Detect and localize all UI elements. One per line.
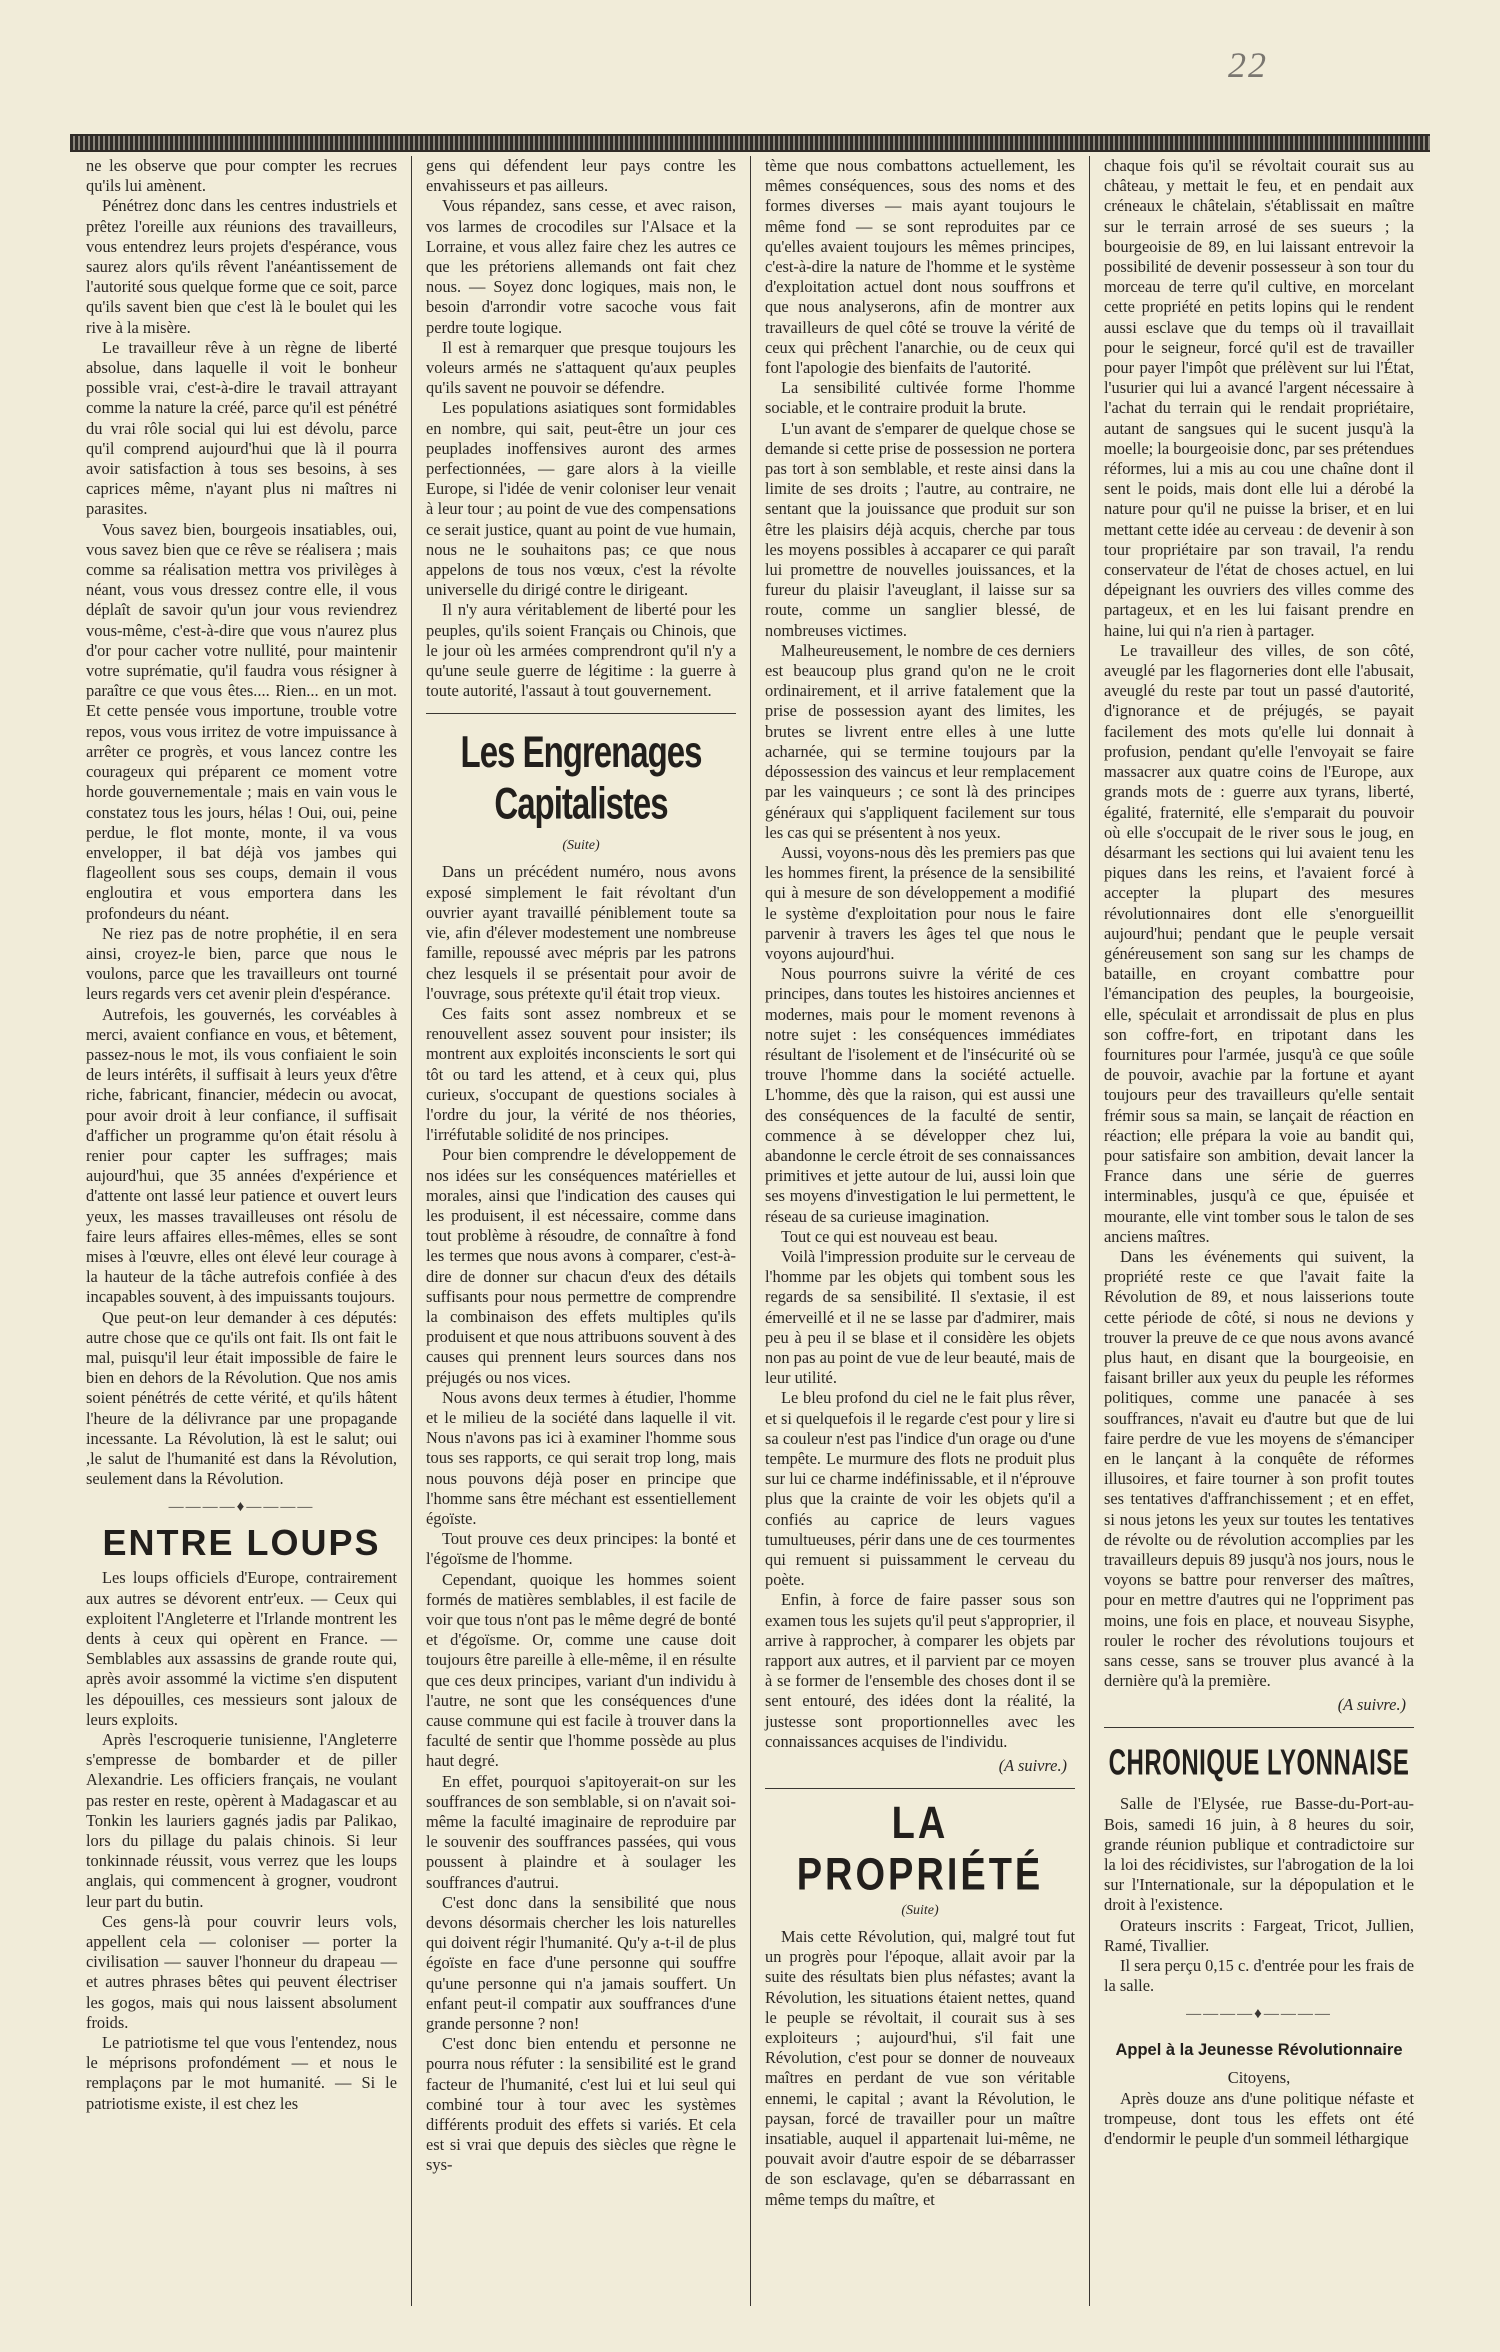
section-ornament: ————♦———— bbox=[1186, 2006, 1332, 2023]
paragraph: Nous avons deux termes à étudier, l'homme et le milieu de la société dans laquelle il vit. Nous n'avons pas ici à examiner l'homme sous tous ses rapports, ce qui serait trop long, mais nous pouvons déjà poser en principe que l'homme sans être méchant est essentiellement égoïste. bbox=[426, 1387, 736, 1528]
paragraph: Ces faits sont assez nombreux et se renouvellent assez souvent pour insister; ils montrent aux exploités inconscients le sort qui tôt ou tard les attend, et à ceux qui, plus curieux, s'occupant de questions sociales à l'ordre du jour, la vérité de nos théories, l'irréfutable solidité de nos principes. bbox=[426, 1003, 736, 1145]
article-headline: CHRONIQUE LYONNAISE bbox=[1108, 1743, 1410, 1784]
paragraph: Le travailleur rêve à un règne de liberté absolue, dans laquelle il voit le bonheur possible vrai, c'est-à-dire le travail attrayant comme la nature la créé, parce qu'il est pénétré du vrai rôle social qui lui est dévolu, parce qu'il comprend aujourd'hui que là il pourra avoir satisfaction à tous ses besoins, à ses caprices même, n'ayant plus ni maîtres ni parasites. bbox=[86, 337, 397, 519]
paragraph: Malheureusement, le nombre de ces derniers est beaucoup plus grand qu'on ne le croit ordinairement, et il arrive fatalement que la prise de possession ayant des limites, les brutes se livrent entre elles à une lutte acharnée, qui se termine toujours par la dépossession des vaincus et leur remplacement par les vainqueurs ; ce sont là des principes généraux qui s'appliquent facilement sur tous les cas qui se présentent à nos yeux. bbox=[765, 640, 1075, 842]
article-headline: Appel à la Jeunesse Révolutionnaire bbox=[1115, 2041, 1403, 2060]
article-headline: LA PROPRIÉTÉ bbox=[796, 1798, 1044, 1901]
paragraph: Ne riez pas de notre prophétie, il en sera ainsi, croyez-le bien, parce que nous le voulons, parce que les travailleurs ont tourné leurs regards vers cet avenir plein d'espérance. bbox=[86, 923, 397, 1004]
paragraph: Enfin, à force de faire passer sous son examen tous les sujets qu'il peut s'approprier, il arrive à rapprocher, à comparer les objets par rapport aux autres, et il parvient par ce moyen à se former de l'ensemble des choses dont il se sent entouré, des idées dont la réalité, la justesse sont proportionnelles avec les connaissances acquises de l'individu. bbox=[765, 1590, 1075, 1751]
paragraph: Le patriotisme tel que vous l'entendez, nous le méprisons profondément — et nous le remplaçons par le mot humanité. — Si le patriotisme existe, il est chez les bbox=[86, 2033, 397, 2113]
paragraph: L'un avant de s'emparer de quelque chose se demande si cette prise de possession ne portera pas tort à son semblable, et reste ainsi dans la limite de ses droits ; l'autre, au contraire, ne sentant que la jouissance que produit sur son être les plaisirs déjà acquis, cherche par tous les moyens possibles à accaparer ce qui paraît lui promettre de nouvelles jouissances, et la fureur du plaisir l'aveuglant, il laisse sur sa route, comme un sanglier blessé, de nombreuses victimes. bbox=[765, 418, 1075, 640]
section-divider bbox=[426, 713, 736, 714]
paragraph: tème que nous combattons actuellement, les mêmes conséquences, sous des noms et des formes diverses — mais ayant toujours le même fond — se sont reproduites par ce qu'elles avaient toujours les mêmes principes, c'est-à-dire la nature de l'homme et le système d'exploitation actuel dont nous souffrons et que nous analyserons, afin de montrer aux travailleurs de quel côté se trouve la vérité de ceux qui prêchent l'anarchie, ou de ceux qui font l'apologie des bienfaits de l'autorité. bbox=[765, 156, 1075, 378]
paragraph: Il n'y aura véritablement de liberté pour les peuples, qu'ils soient Français ou Chinois, que le jour où les armées comprendront qu'il n'y a qu'une seule guerre de légitime : la guerre à toute autorité, l'assaut à tout gouvernement. bbox=[426, 600, 736, 701]
article-subhead: (Suite) bbox=[562, 838, 600, 854]
section-divider bbox=[1104, 1727, 1414, 1728]
paragraph: Après douze ans d'une politique néfaste et trompeuse, dont tous les effets ont été d'endormir le peuple d'un sommeil léthargique bbox=[1104, 2088, 1414, 2149]
paragraph: La sensibilité cultivée forme l'homme sociable, et le contraire produit la brute. bbox=[765, 378, 1075, 418]
paragraph: Tout prouve ces deux principes: la bonté et l'égoïsme de l'homme. bbox=[426, 1529, 736, 1569]
paragraph: Voilà l'impression produite sur le cerveau de l'homme par les objets qui tombent sous les regards de sa sensibilité. Il s'extasie, il est émerveillé et il ne se lasse par d'admirer, mais peu à peu il se blase et il considère les objets non pas au point de vue de leur beauté, mais de leur utilité. bbox=[765, 1246, 1075, 1388]
paragraph: Mais cette Révolution, qui, malgré tout fut un progrès pour l'époque, allait avoir par la suite des résultats bien plus néfastes; avant la Révolution, les situations étaient nettes, quand le peuple se révoltait, il courait sus à ses exploiteurs ; aujourd'hui, s'il fait une Révolution, c'est pour se donner de nouveaux maîtres en perdant de vue son véritable ennemi, le capital ; avant la Révolution, le paysan, forcé de travailler pour un maître insatiable, auquel il appartenait lui-même, ne pouvait avoir d'autre espoir de se débarrasser de son esclavage, qu'en se débarrassant en même temps du maître, et bbox=[765, 1927, 1075, 2209]
column-4 bbox=[1089, 156, 1428, 2306]
column-1 bbox=[72, 156, 411, 2306]
paragraph: Autrefois, les gouvernés, les corvéables à merci, avaient confiance en vous, et bêtement, passez-nous le mot, ils vous confiaient le soin de leurs intérêts, il suffisait à leurs yeux d'être riche, fabricant, financier, médecin ou avocat, pour avoir droit à leur confiance, il suffisait d'afficher un programme qu'on était résolu à renier pour capter les suffrages; mais aujourd'hui, que 35 années d'expérience et d'attente ont lassé leur patience et ouvert leurs yeux, les masses travailleuses ont résolu de faire leurs affaires elles-mêmes, elles se sont mises à l'œuvre, elles ont élevé leur courage à la hauteur de la tâche autrefois confiée à des incapables souvent, à des impuissants toujours. bbox=[86, 1004, 397, 1307]
paragraph: C'est donc bien entendu et personne ne pourra nous réfuter : la sensibilité est le grand facteur de l'humanité, c'est lui et lui seul qui combiné tour à tour avec les systèmes différents produit des effets si variés. Et cela est si vrai que depuis des siècles que règne le sys- bbox=[426, 2034, 736, 2175]
paragraph: Nous pourrons suivre la vérité de ces principes, dans toutes les histoires anciennes et modernes, mais pour le moment revenons à notre sujet : les conséquences immédiates résultant de l'isolement et de l'insécurité où se trouve l'homme dans la société actuelle. L'homme, dès que la raison, qui est aussi une des conséquences de la faculté de sentir, commence à se développer chez lui, abandonne le cercle étroit de ses connaissances primitives et jette autour de lui, aussi loin que ses moyens d'investigation le lui permettent, le réseau de sa curieuse imagination. bbox=[765, 964, 1075, 1226]
paragraph: Les populations asiatiques sont formidables en nombre, qui sait, peut-être un jour ces peuplades inoffensives auront des armes perfectionnées, — gare alors à la vieille Europe, si l'idée de venir coloniser leur venait à leur tour ; au point de vue des compensations ce serait justice, quant au point de vue humain, nous ne le souhaitons pas; ce que nous appelons de tous nos vœux, c'est la révolte universelle du dirigé contre le dirigeant. bbox=[426, 398, 736, 600]
paragraph: Que peut-on leur demander à ces députés: autre chose que ce qu'ils ont fait. Ils ont fait le mal, puisqu'il leur était impossible de faire le bien en dehors de la Révolution. Que nos amis soient pénétrés de cette vérité, et qu'ils hâtent l'heure de la délivrance par une propagande incessante. La Révolution, là est le salut; oui ,le salut de l'humanité est dans la Révolution, seulement dans la Révolution. bbox=[86, 1307, 397, 1489]
paragraph: Les loups officiels d'Europe, contrairement aux autres se dévorent entr'eux. — Ceux qui exploitent l'Angleterre et l'Irlande montrent les dents à ceux qui opèrent en France. — Semblables aux assassins de grande route qui, après avoir assommé la victime s'en disputent les dépouilles, ces messieurs sont jaloux de leurs exploits. bbox=[86, 1568, 397, 1729]
paragraph: Après l'escroquerie tunisienne, l'Angleterre s'empresse de bombarder et de piller Alexandrie. Les officiers français, ne voulant pas rester en reste, opèrent à Madagascar et au Tonkin les lauriers gagnés jadis par Palikao, lors du pillage du palais chinois. Si leur tonkinnade réussit, vous verrez que les loups anglais, qui commencent à grogner, voudront leur part du butin. bbox=[86, 1730, 397, 1911]
paragraph: Le bleu profond du ciel ne le fait plus rêver, et si quelquefois il le regarde c'est pour y lire si sa couleur n'est pas l'indice d'un orage ou d'une tempête. Le murmure des flots ne produit plus sur lui ce charme indéfinissable, et il n'éprouve plus que la crainte de voir les objets qu'il a confiés au caprice de leurs vagues tumultueuses, périr dans une de ces tourmentes qui remuent si puissamment le cerveau du poète. bbox=[765, 1388, 1075, 1590]
paragraph: Pénétrez donc dans les centres industriels et prêtez l'oreille aux réunions des travailleurs, vous entendrez leurs projets d'espérance, vous saurez alors qu'ils rêvent l'anéantissement de l'autorité sous quelque forme que ce soit, parce qu'ils savent bien que c'est là le boulet qui les rive à la misère. bbox=[86, 196, 397, 337]
column-2 bbox=[411, 156, 750, 2306]
paragraph: Aussi, voyons-nous dès les premiers pas que les hommes firent, la présence de la sensibilité qui à mesure de son développement a modifié le système d'exploitation pour nous le faire parvenir à travers les âges tel que nous le voyons aujourd'hui. bbox=[765, 842, 1075, 963]
column-3 bbox=[750, 156, 1089, 2306]
newspaper-columns bbox=[72, 156, 1428, 2306]
paragraph: Dans les événements qui suivent, la propriété reste ce que l'avait faite la Révolution de 89, et nous laisserions toute cette période de côté, si nous ne devions y trouver la preuve de ce que nous avons avancé plus haut, en disant que la bourgeoisie, en faisant briller aux yeux du peuple les réformes politiques, comme une panacée à ses souffrances, n'avait eu d'autre but que de lui faire perdre de vue les moyens de s'émanciper en le lançant à la conquête de réformes illusoires, et faire tourner à son profit toutes ses tentatives d'affranchissement ; et en effet, si nous jetons les yeux sur toutes les tentatives de révolte ou de révolution accomplies par les travailleurs depuis 89 jusqu'à nos jours, nous le voyons se battre pour renverser des maîtres, pour en mettre d'autres qui ne l'oppriment pas moins, une fois en place, et nouveau Sisyphe, rouler le rocher des révolutions toujours et sans cesse, sans se trouver plus avancé à la dernière qu'à la première. bbox=[1104, 1246, 1414, 1691]
section-divider bbox=[765, 1788, 1075, 1789]
paragraph: Pour bien comprendre le développement de nos idées sur les conséquences matérielles et morales, ainsi que l'indication des causes qui les produisent, il est nécessaire, comme dans tout problème à résoudre, de connaître à fond les termes que nous avons à comparer, c'est-à-dire de donner sur chacun d'eux des détails suffisants pour nous permettre de comprendre la combinaison des effets multiples qu'ils produisent et que nous attribuons souvent à des causes qui prennent leurs sources dans nos préjugés ou nos vices. bbox=[426, 1145, 737, 1387]
paragraph: Salle de l'Elysée, rue Basse-du-Port-au-Bois, samedi 16 juin, à 8 heures du soir, grande réunion publique et contradictoire sur la loi des récidivistes, sur l'abrogation de la loi sur l'Internationale, sur la dépopulation et le droit à l'existence. bbox=[1104, 1794, 1414, 1915]
paragraph: Le travailleur des villes, de son côté, aveuglé par les flagorneries dont elle l'abusait, aveuglé du reste par tout un passé d'autorité, d'ignorance et de préjugés, se payait facilement des mots qu'elle lui donnait à profusion, pendant qu'elle l'envoyait se faire massacrer aux quatre coins de l'Europe, aux grands mots de : guerre aux tyrans, liberté, égalité, fraternité, elle s'emparait du pouvoir où elle s'occupait de le river sous le joug, en désarmant les sections qui lui avaient tenu les piques dans les reins, et l'avaient forcé à accepter la plupart des mesures révolutionnaires dont elle s'enorgueillit aujourd'hui; pendant que le peuple versait généreusement son sang sur les champs de bataille, en croyant combattre pour l'émancipation des peuples, la bourgeoisie, elle, spéculait et arrondissait de plus en plus son coffre-fort, en tripotant dans les fournitures pour l'armée, jusqu'à ce que soûle de pouvoir, avachie par la fortune et ayant toujours peur des travailleurs qu'elle sentait frémir sous sa main, se lançait de réaction en réaction; elle prépara la voie au bandit qui, pour satisfaire son ambition, devait lancer la France dans une série de guerres interminables, jusqu'à ce que, épuisée et mourante, elle vint tomber sous le talon de ses anciens maîtres. bbox=[1104, 640, 1414, 1246]
paragraph: Vous répandez, sans cesse, et avec raison, vos larmes de crocodiles sur l'Alsace et la Lorraine, et vous allez faire chez les autres ce que les prétoriens allemands ont fait chez nous. — Soyez donc logiques, mais non, le besoin d'arrondir votre sacoche vous fait perdre toute logique. bbox=[426, 196, 736, 337]
top-rule bbox=[70, 134, 1430, 152]
to-be-continued: (A suivre.) bbox=[1337, 1695, 1406, 1715]
paragraph: Il est à remarquer que presque toujours les voleurs armés ne s'attaquent qu'aux peuples qu'ils savent ne pouvoir se défendre. bbox=[426, 337, 736, 398]
paragraph: Ces gens-là pour couvrir leurs vols, appellent cela — coloniser — porter la civilisation — sauver l'honneur du drapeau — et autres phrases bêtes qui peuvent électriser les gogos, mais qui nous laissent absolument froids. bbox=[86, 1911, 397, 2032]
paragraph: C'est donc dans la sensibilité que nous devons désormais chercher les lois naturelles qui doivent régir l'humanité. Qu'y a-t-il de plus égoïste en face d'une personne qui souffre qu'une personne qui n'a jamais souffert. Un enfant peut-il compatir aux souffrances d'une grande personne ? non! bbox=[426, 1892, 736, 2034]
section-ornament: ————♦———— bbox=[168, 1499, 315, 1516]
page-number: 22 bbox=[1228, 45, 1268, 85]
article-headline: ENTRE LOUPS bbox=[102, 1522, 381, 1564]
article-headline: Les Engrenages Capitalistes bbox=[460, 727, 702, 829]
paragraph: Dans un précédent numéro, nous avons exposé simplement le fait révoltant d'un ouvrier ayant travaillé péniblement toute sa vie, afin d'élever modestement une nombreuse famille, repoussé avec mépris par les patrons chez lesquels il se présentait pour avoir de l'ouvrage, sous prétexte qu'il était trop vieux. bbox=[426, 862, 736, 1003]
paragraph: chaque fois qu'il se révoltait courait sus au château, y mettait le feu, et en pendait aux créneaux le châtelain, s'établissait en maître sur le terrain arrosé de ses sueurs ; la bourgeoisie de 89, en lui laissant entrevoir la possibilité de devenir possesseur à son tour du morceau de terre qu'il cultive, en morcelant cette propriété en petits lopins qui le rendent aussi esclave que du temps où il travaillait pour le seigneur, forcé qu'il est de travailler pour payer l'impôt que prélèvent sur lui l'État, l'usurier qui lui a avancé l'argent nécessaire à l'achat du terrain qui le rendait propriétaire, autant de sangsues qui le sucent jusqu'à la moelle; la bourgeoisie donc, par ses prétendues réformes, lui a mis au cou une chaîne dont il sent le poids, mais dont elle lui a dérobé la nature pour qu'il ne puisse la briser, et en lui mettant cette idée au cerveau : de devenir à son tour propriétaire par son travail, l'a rendu conservateur de l'état de choses actuel, en lui dépeignant les ouvriers des villes comme des partageux, et en les lui faisant prendre en haine, lui qui n'a rien à partager. bbox=[1104, 156, 1414, 640]
to-be-continued: (A suivre.) bbox=[998, 1756, 1067, 1776]
paragraph: Il sera perçu 0,15 c. d'entrée pour les frais de la salle. bbox=[1104, 1956, 1414, 1996]
paragraph: En effet, pourquoi s'apitoyerait-on sur les souffrances de son semblable, si on n'avait soi-même la faculté imaginaire de reproduire par le souvenir des souffrances passées, qui vous poussent à plaindre et à soulager les souffrances d'autrui. bbox=[426, 1771, 736, 1892]
paragraph: Vous savez bien, bourgeois insatiables, oui, vous savez bien que ce rêve se réalisera ; mais comme sa réalisation mettra vos privilèges à néant, vous vous dressez contre elle, il vous déplaît de savoir qu'un jour vous reviendrez vous-même, c'est-à-dire que vous n'aurez plus d'or pour cacher votre nullité, pour maintenir votre suprématie, qu'il faudra vous résigner à paraître ce que vous êtes.... Rien... en un mot. Et cette pensée vous importune, trouble votre repos, vous vous irritez de votre impuissance à arrêter ce progrès, et vous lancez contre les courageux qui préparent ce moment votre horde gouvernementale ; mais en vain vous le constatez tous les jours, hélas ! Oui, oui, peine perdue, le flot monte, monte, il va vous envelopper, il bat déjà vos jambes qui flageollent sous ses coups, demain il vous engloutira et vous emportera dans les profondeurs du néant. bbox=[86, 519, 397, 923]
paragraph: gens qui défendent leur pays contre les envahisseurs et pas ailleurs. bbox=[426, 156, 736, 196]
paragraph: ne les observe que pour compter les recrues qu'ils lui amènent. bbox=[86, 156, 397, 196]
salutation: Citoyens, bbox=[1227, 2068, 1291, 2088]
paragraph: Cependant, quoique les hommes soient formés de matières semblables, il est facile de voir que tous n'ont pas le même degré de bonté et d'égoïsme. Or, comme une cause doit toujours être pareille à elle-même, il en résulte que ces deux principes, variant d'un individu à l'autre, ne sont que les conséquences d'une cause commune qui est facile à trouver dans la faculté de sentir que l'homme possède au plus haut degré. bbox=[426, 1569, 736, 1771]
paragraph: Orateurs inscrits : Fargeat, Tricot, Jullien, Ramé, Tivallier. bbox=[1104, 1915, 1414, 1955]
paragraph: Tout ce qui est nouveau est beau. bbox=[781, 1226, 998, 1246]
article-subhead: (Suite) bbox=[901, 1903, 939, 1919]
